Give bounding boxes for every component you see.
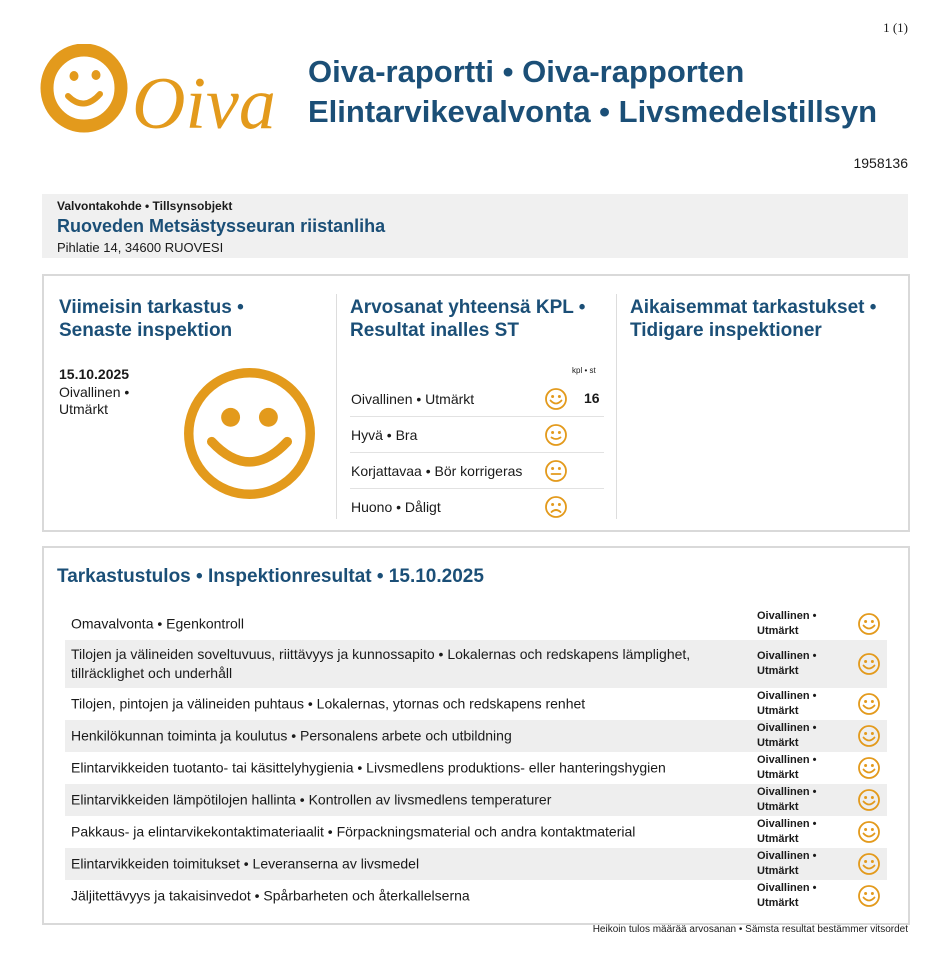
title-line-1: Oiva-raportti • Oiva-rapporten [308, 54, 745, 89]
result-row [65, 688, 887, 720]
grade-row-excellent [350, 380, 604, 417]
latest-inspection-title [59, 296, 244, 342]
result-label: Pakkaus- ja elintarvikekontaktimateriaalit • Förpackningsmaterial och andra kontaktmaterial [71, 823, 636, 840]
inspection-target-box [42, 194, 908, 258]
results-title: Tarkastustulos • Inspektionresultat • 15.10.2025 [57, 566, 484, 587]
previous-inspections-title [630, 296, 876, 342]
oiva-logo [38, 44, 283, 136]
result-label: Omavalvonta • Egenkontroll [71, 615, 244, 632]
result-grade: Oivallinen • Utmärkt [757, 818, 817, 845]
result-grade: Oivallinen • Utmärkt [757, 850, 817, 877]
smiley-excellent-icon [857, 820, 881, 844]
summary-panel [42, 274, 910, 532]
smiley-excellent-icon [857, 612, 881, 636]
result-label: Henkilökunnan toiminta ja koulutus • Personalens arbete och utbildning [71, 727, 512, 744]
result-label: Jäljitettävyys ja takaisinvedot • Spårbarheten och återkallelserna [71, 887, 470, 904]
result-label: Tilojen ja välineiden soveltuvuus, riittävyys ja kunnossapito • Lokalernas och redskapens lämplighet, tillräcklighet och underhåll [71, 646, 691, 681]
smiley-excellent-icon [857, 652, 881, 676]
target-address: Pihlatie 14, 34600 RUOVESI [57, 240, 224, 255]
previous-title-line-2: Tidigare inspektioner [630, 320, 822, 341]
title-line-2: Elintarvikevalvonta • Livsmedelstillsyn [308, 94, 878, 129]
smiley-excellent-icon [857, 756, 881, 780]
result-grade: Oivallinen • Utmärkt [757, 882, 817, 909]
smiley-excellent-icon [857, 788, 881, 812]
grade-label: Korjattavaa • Bör korrigeras [351, 463, 523, 479]
smiley-excellent-icon [857, 884, 881, 908]
result-grade: Oivallinen • Utmärkt [757, 754, 817, 781]
footer-note: Heikoin tulos määrää arvosanan • Sämsta resultat bestämmer vitsordet [592, 924, 908, 935]
column-divider [336, 294, 337, 519]
grade-label: Huono • Dåligt [351, 499, 441, 515]
smiley-excellent-icon [182, 366, 317, 501]
result-row [65, 608, 887, 640]
grades-title-line-1: Arvosanat yhteensä KPL • [350, 297, 586, 318]
target-label: Valvontakohde • Tillsynsobjekt [57, 199, 233, 213]
column-divider [616, 294, 617, 519]
result-label: Tilojen, pintojen ja välineiden puhtaus • Lokalernas, ytornas och redskapens renhet [71, 695, 586, 712]
result-row [65, 720, 887, 752]
grade-label: Oivallinen • Utmärkt [351, 391, 475, 407]
report-id: 1958136 [853, 155, 908, 171]
grade-label: Hyvä • Bra [351, 427, 418, 443]
grade-count: 16 [584, 390, 600, 406]
smiley-excellent-icon [544, 387, 568, 411]
result-label: Elintarvikkeiden lämpötilojen hallinta • Kontrollen av livsmedlens temperaturer [71, 791, 552, 808]
result-row [65, 848, 887, 880]
result-row [65, 816, 887, 848]
result-grade: Oivallinen • Utmärkt [757, 650, 817, 677]
grade-row-poor [350, 488, 604, 524]
smiley-neutral-icon [544, 459, 568, 483]
target-name: Ruoveden Metsästysseuran riistanliha [57, 216, 386, 236]
latest-title-line-2: Senaste inspektion [59, 320, 233, 341]
result-row [65, 880, 887, 912]
result-grade: Oivallinen • Utmärkt [757, 722, 817, 749]
result-grade: Oivallinen • Utmärkt [757, 786, 817, 813]
result-label: Elintarvikkeiden toimitukset • Leveranserna av livsmedel [71, 855, 420, 872]
smiley-excellent-icon [857, 852, 881, 876]
count-header: kpl • st [572, 366, 596, 375]
logo-text: Oiva [132, 63, 276, 136]
result-grade: Oivallinen • Utmärkt [757, 610, 817, 637]
page-title [308, 52, 877, 132]
page-number: 1 (1) [883, 20, 908, 35]
grade-row-needs-correction [350, 452, 604, 489]
grade-row-good [350, 416, 604, 453]
result-label: Elintarvikkeiden tuotanto- tai käsittelyhygienia • Livsmedlens produktions- eller hanteringshygien [71, 759, 666, 776]
result-grade: Oivallinen • Utmärkt [757, 690, 817, 717]
smiley-sad-icon [544, 495, 568, 519]
results-list [65, 608, 887, 912]
result-row [65, 784, 887, 816]
grades-title-line-2: Resultat inalles ST [350, 320, 519, 341]
latest-inspection-grade: Oivallinen • Utmärkt [59, 384, 130, 417]
smiley-good-icon [544, 423, 568, 447]
grades-total-title [350, 296, 585, 342]
previous-title-line-1: Aikaisemmat tarkastukset • [630, 297, 877, 318]
smiley-excellent-icon [857, 692, 881, 716]
latest-title-line-1: Viimeisin tarkastus • [59, 297, 244, 318]
inspection-results-panel [42, 546, 910, 925]
result-row [65, 752, 887, 784]
smiley-excellent-icon [857, 724, 881, 748]
latest-inspection-date: 15.10.2025 [59, 366, 130, 382]
result-row [65, 640, 887, 688]
